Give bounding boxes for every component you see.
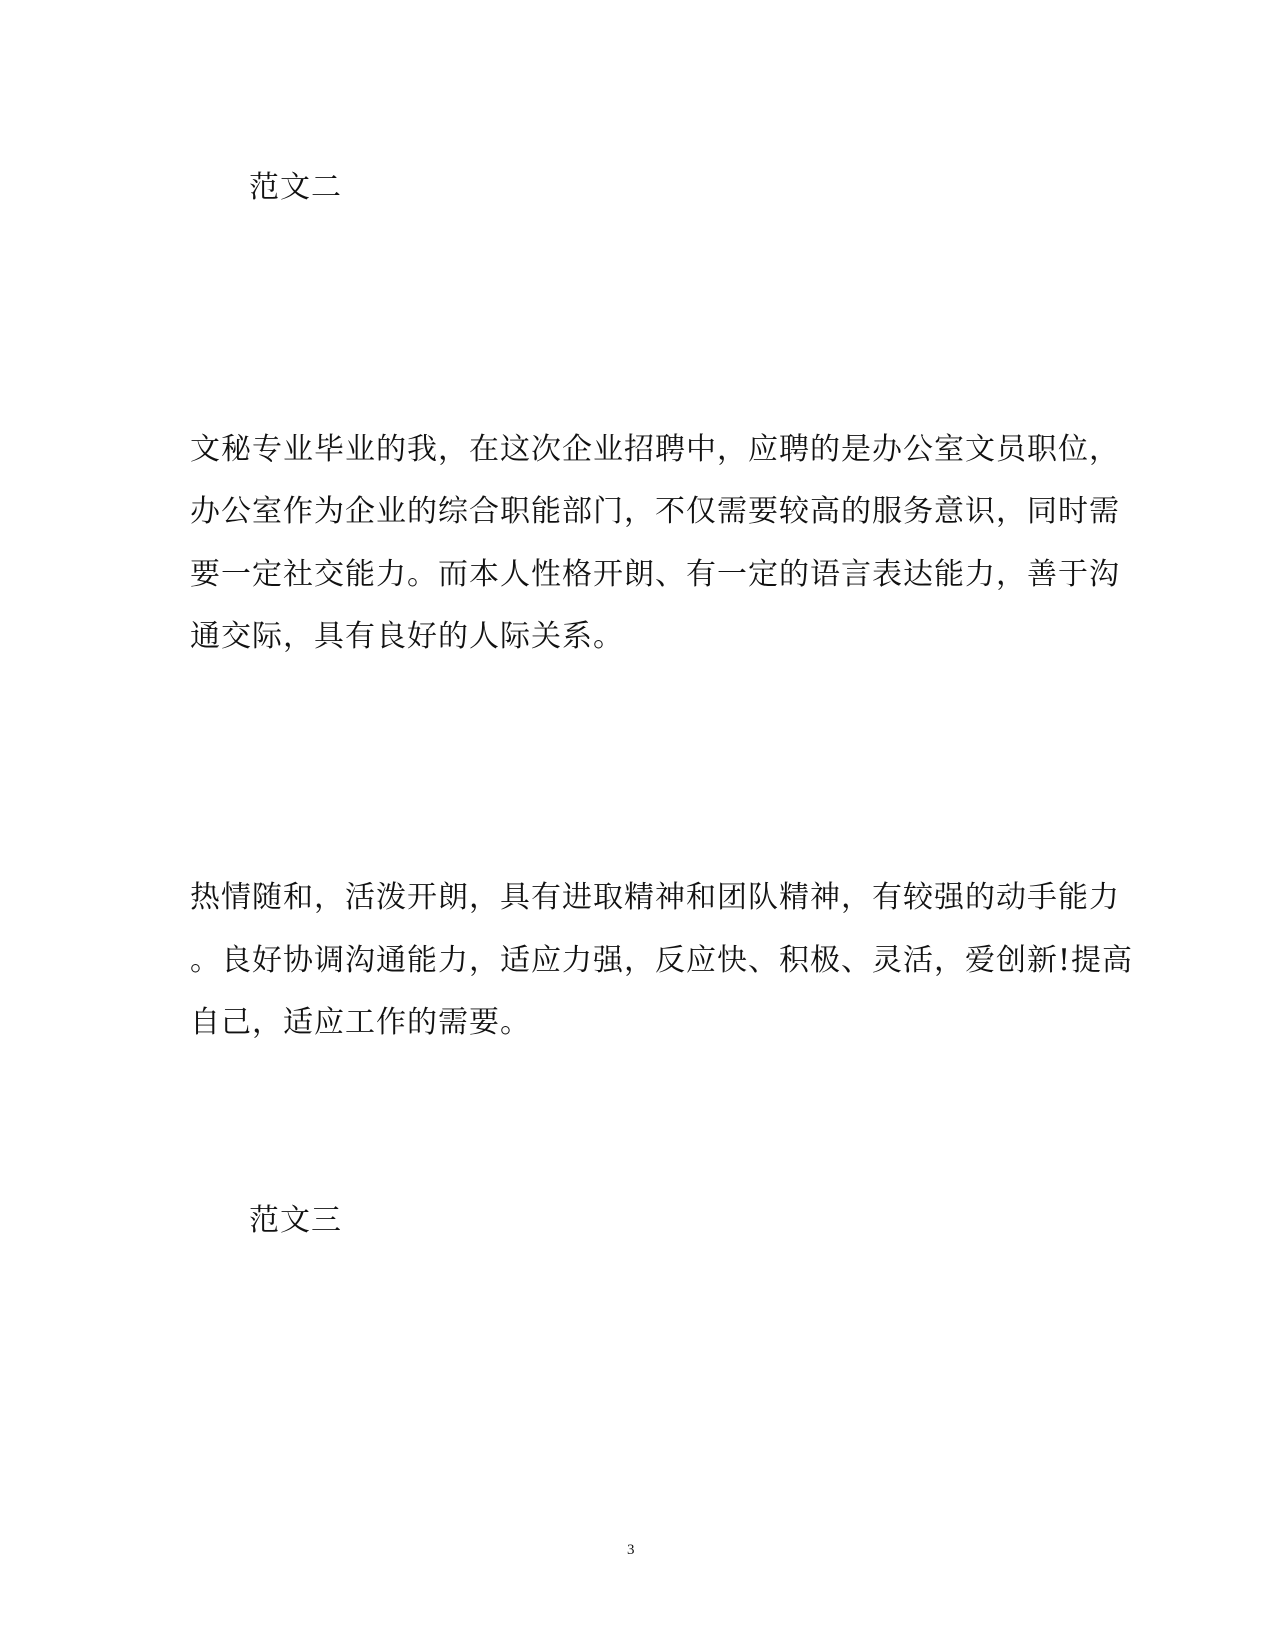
paragraph-two-line-1: 热情随和，活泼开朗，具有进取精神和团队精神，有较强的动手能力 xyxy=(190,880,1120,915)
paragraph-one-line-4: 通交际，具有良好的人际关系。 xyxy=(190,619,624,654)
paragraph-one-line-1: 文秘专业毕业的我，在这次企业招聘中，应聘的是办公室文员职位， xyxy=(190,432,1120,467)
paragraph-two-line-3: 自己，适应工作的需要。 xyxy=(190,1005,531,1040)
section-three-heading: 范文三 xyxy=(249,1203,342,1238)
section-two-heading: 范文二 xyxy=(249,170,342,205)
paragraph-two-line-2: 。良好协调沟通能力，适应力强，反应快、积极、灵活，爱创新!提高 xyxy=(190,943,1134,978)
paragraph-one-line-3: 要一定社交能力。而本人性格开朗、有一定的语言表达能力，善于沟 xyxy=(190,557,1120,592)
page-number: 3 xyxy=(627,1542,635,1558)
paragraph-one-line-2: 办公室作为企业的综合职能部门，不仅需要较高的服务意识，同时需 xyxy=(190,494,1120,529)
